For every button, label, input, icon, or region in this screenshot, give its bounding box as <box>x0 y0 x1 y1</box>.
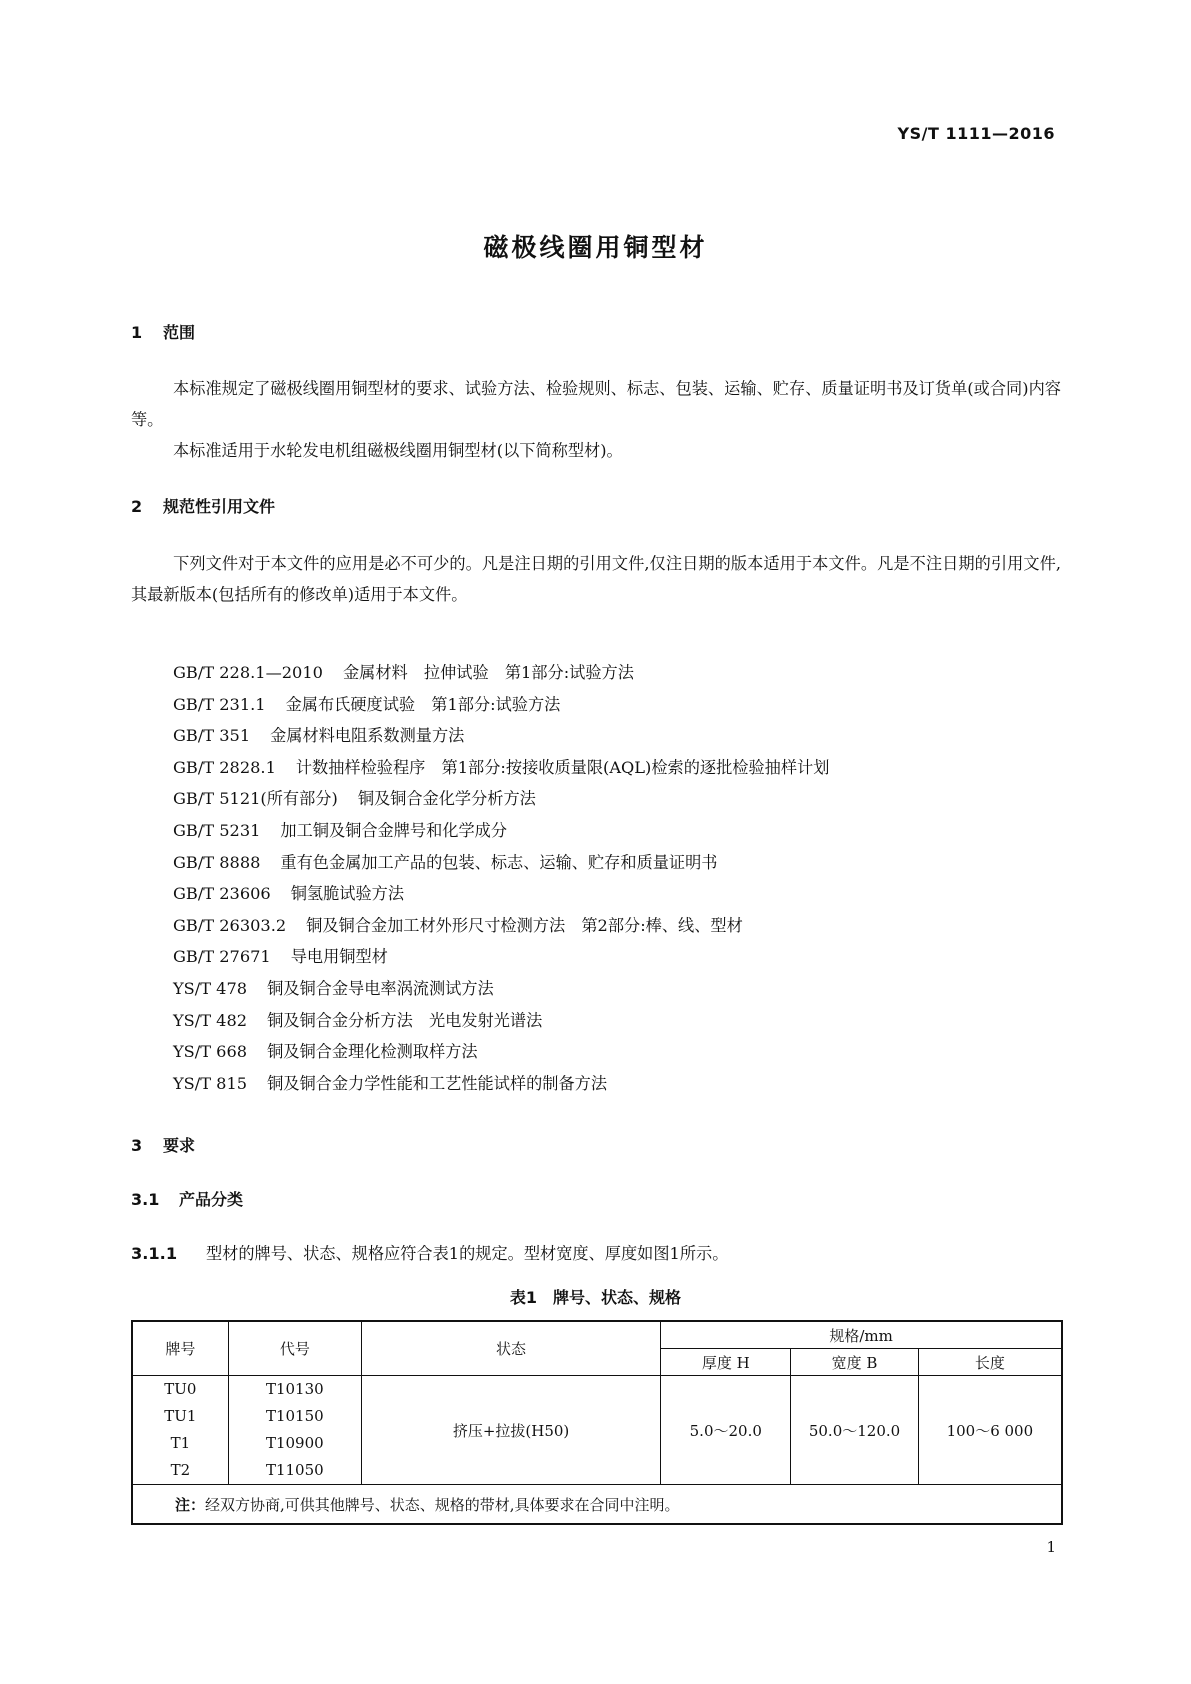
clause-3-1-1 <box>131 1240 728 1264</box>
header-length: 长度 <box>918 1349 1062 1376</box>
subsection-3-1-heading <box>131 1187 243 1210</box>
reference-item <box>173 1005 829 1037</box>
reference-title: 铜及铜合金理化检测取样方法 <box>267 1042 478 1062</box>
header-spec: 规格/mm <box>661 1321 1062 1349</box>
temper-cell: 挤压+拉拔(H50) <box>361 1376 660 1485</box>
width-cell: 50.0～120.0 <box>791 1376 918 1485</box>
section-1-para-2 <box>131 435 1061 466</box>
section-number: 1 <box>131 323 143 342</box>
document-title: 磁极线圈用铜型材 <box>483 233 708 262</box>
paragraph-text: 本标准规定了磁极线圈用铜型材的要求、试验方法、检验规则、标志、包装、运输、贮存、质量证明书及订货单(或合同)内容等。 <box>131 379 1061 429</box>
reference-item <box>173 815 829 847</box>
header-code: 代号 <box>228 1321 361 1376</box>
reference-title: 铜氢脆试验方法 <box>290 884 405 904</box>
reference-code: GB/T 5231 <box>173 820 261 840</box>
reference-title: 计数抽样检验程序 第1部分:按接收质量限(AQL)检索的逐批检验抽样计划 <box>295 757 830 777</box>
paragraph-text: 本标准适用于水轮发电机组磁极线圈用铜型材(以下简称型材)。 <box>173 441 623 460</box>
reference-code: GB/T 26303.2 <box>173 915 287 935</box>
reference-code: GB/T 228.1—2010 <box>173 663 323 682</box>
note-label: 注： <box>175 1495 206 1514</box>
reference-item <box>173 752 829 784</box>
table-note <box>132 1485 1062 1525</box>
section-1-para-1 <box>131 373 1061 435</box>
code-value: T11050 <box>265 1461 324 1479</box>
reference-item <box>173 910 829 942</box>
section-3-heading <box>131 1133 195 1156</box>
section-title: 要求 <box>163 1136 196 1155</box>
reference-code: YS/T 482 <box>173 1010 248 1030</box>
standard-number: YS/T 1111—2016 <box>897 124 1055 143</box>
section-title: 范围 <box>163 323 196 342</box>
code-value: T10900 <box>265 1434 324 1452</box>
subsection-title: 产品分类 <box>179 1190 244 1209</box>
reference-item <box>173 847 829 879</box>
reference-code: YS/T 668 <box>173 1042 248 1062</box>
grade-value: T1 <box>170 1434 191 1452</box>
note-text: 经双方协商,可供其他牌号、状态、规格的带材,具体要求在合同中注明。 <box>205 1495 680 1514</box>
reference-title: 铜及铜合金化学分析方法 <box>357 789 536 809</box>
reference-title: 铜及铜合金力学性能和工艺性能试样的制备方法 <box>267 1073 608 1093</box>
code-value: T10150 <box>265 1407 324 1425</box>
reference-item <box>173 1068 829 1100</box>
grade-value: T2 <box>170 1461 191 1479</box>
header-grade: 牌号 <box>132 1321 228 1376</box>
section-2-intro <box>131 548 1061 610</box>
reference-item <box>173 973 829 1005</box>
section-2-heading <box>131 494 275 517</box>
grade-value: TU1 <box>164 1407 197 1425</box>
reference-code: GB/T 231.1 <box>173 694 266 714</box>
reference-item <box>173 783 829 815</box>
reference-code: GB/T 8888 <box>173 852 261 872</box>
reference-item <box>173 689 829 721</box>
subsection-number: 3.1 <box>131 1190 160 1209</box>
reference-item <box>173 1036 829 1068</box>
reference-code: GB/T 2828.1 <box>173 757 276 777</box>
reference-title: 重有色金属加工产品的包装、标志、运输、贮存和质量证明书 <box>280 852 718 872</box>
clause-number: 3.1.1 <box>131 1244 178 1263</box>
header-thickness: 厚度 H <box>661 1349 791 1376</box>
paragraph-text: 下列文件对于本文件的应用是必不可少的。凡是注日期的引用文件,仅注日期的版本适用于本文件。凡是不注日期的引用文件,其最新版本(包括所有的修改单)适用于本文件。 <box>131 554 1061 604</box>
reference-code: YS/T 478 <box>173 978 248 998</box>
codes-cell <box>228 1376 361 1485</box>
reference-title: 铜及铜合金加工材外形尺寸检测方法 第2部分:棒、线、型材 <box>306 915 743 935</box>
grade-temper-spec-table <box>131 1320 1063 1525</box>
clause-text: 型材的牌号、状态、规格应符合表1的规定。型材宽度、厚度如图1所示。 <box>206 1244 729 1263</box>
code-value: T10130 <box>265 1380 324 1398</box>
reference-item <box>173 720 829 752</box>
reference-title: 金属材料电阻系数测量方法 <box>270 726 465 746</box>
reference-code: GB/T 351 <box>173 726 251 746</box>
reference-code: GB/T 23606 <box>173 884 271 904</box>
table-1-caption: 表1 牌号、状态、规格 <box>509 1288 682 1307</box>
reference-title: 加工铜及铜合金牌号和化学成分 <box>280 820 508 840</box>
length-cell: 100～6 000 <box>918 1376 1062 1485</box>
section-number: 2 <box>131 497 143 516</box>
page-number: 1 <box>1046 1538 1056 1556</box>
section-number: 3 <box>131 1136 143 1155</box>
reference-title: 金属材料 拉伸试验 第1部分:试验方法 <box>342 663 634 682</box>
header-width: 宽度 B <box>791 1349 918 1376</box>
reference-item <box>173 878 829 910</box>
reference-code: GB/T 5121(所有部分) <box>173 789 338 809</box>
header-temper: 状态 <box>361 1321 660 1376</box>
reference-code: GB/T 27671 <box>173 947 271 967</box>
reference-title: 金属布氏硬度试验 第1部分:试验方法 <box>285 694 561 714</box>
reference-code: YS/T 815 <box>173 1073 248 1093</box>
grades-cell <box>132 1376 228 1485</box>
thickness-cell: 5.0～20.0 <box>661 1376 791 1485</box>
grade-value: TU0 <box>164 1380 197 1398</box>
reference-title: 铜及铜合金导电率涡流测试方法 <box>267 978 494 998</box>
reference-item <box>173 657 829 689</box>
section-1-heading <box>131 320 195 343</box>
section-title: 规范性引用文件 <box>163 497 276 516</box>
reference-title: 导电用铜型材 <box>290 947 388 967</box>
normative-references-list <box>173 657 829 1099</box>
reference-title: 铜及铜合金分析方法 光电发射光谱法 <box>267 1010 543 1030</box>
reference-item <box>173 941 829 973</box>
